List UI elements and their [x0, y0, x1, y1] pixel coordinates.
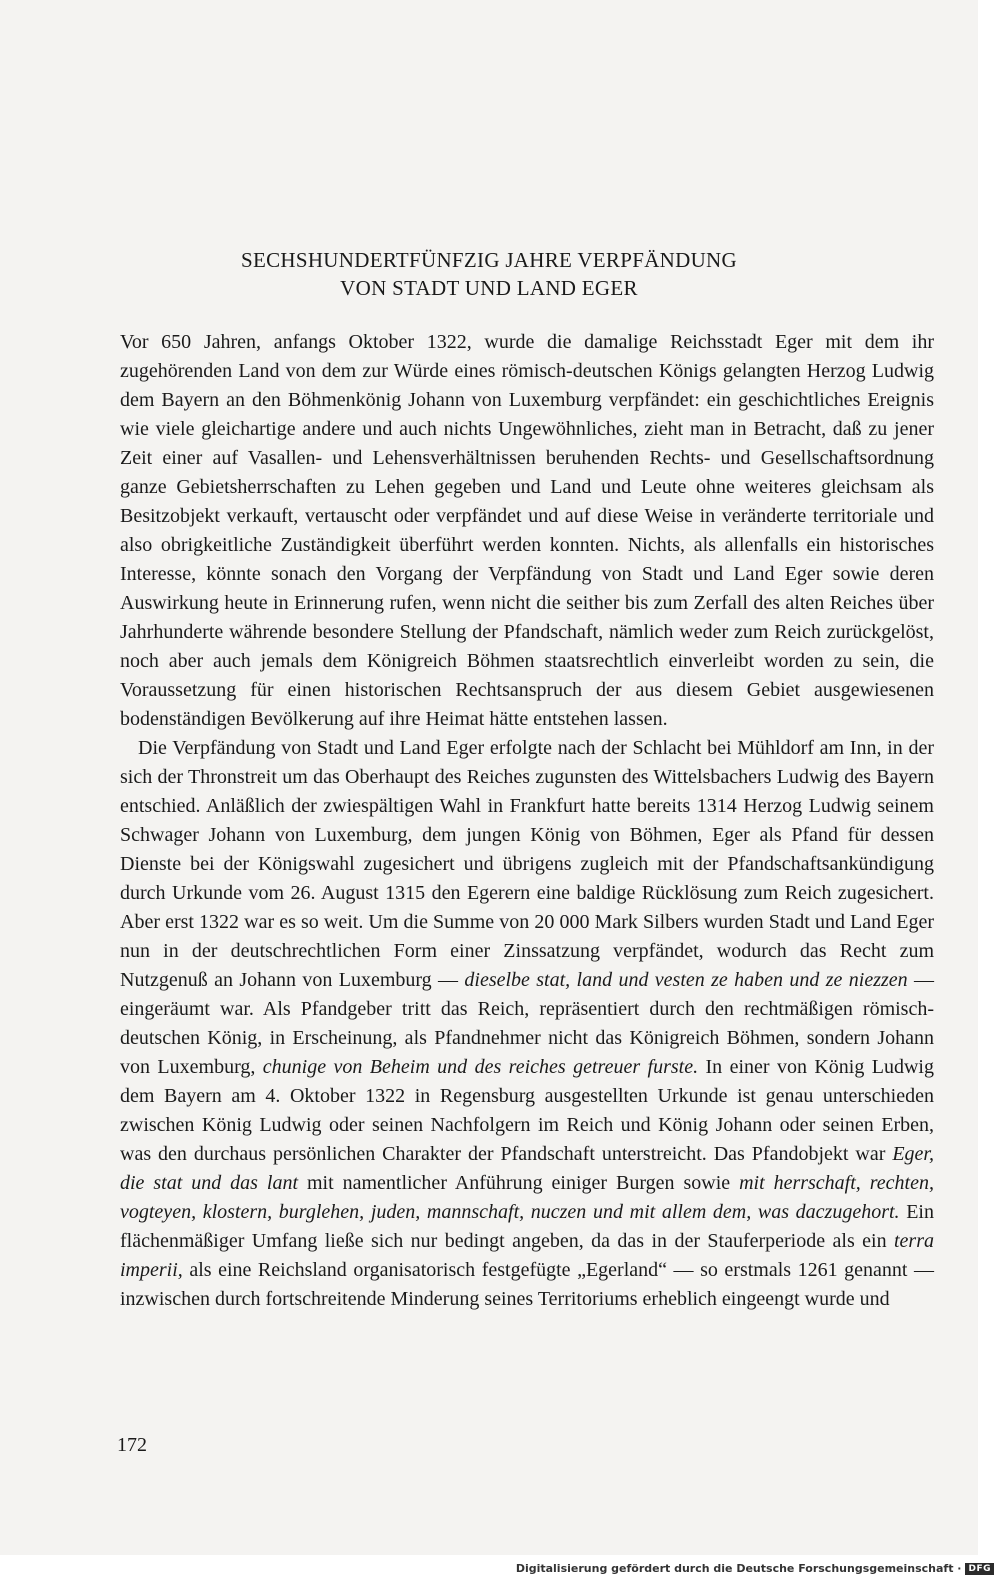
paragraph-2: [120, 734, 934, 1314]
paragraph-2-text-6: als eine Reichsland organisatorisch festgefügte „Egerland“ — so erstmals 1261 genannt — inzwischen durch fortschreitende Minderung seines Territoriums erheblich eingeengt wurde und: [120, 1259, 934, 1310]
paragraph-2-text-4: mit namentlicher Anführung einiger Burgen sowie: [298, 1172, 740, 1194]
paragraph-2-text-2: — eingeräumt war. Als Pfandgeber tritt das Reich, repräsentiert durch den rechtmäßigen römisch-deutschen König, in Erscheinung, als Pfandnehmer nicht das Königreich Böhmen, sondern Johann von Luxemburg,: [120, 969, 934, 1078]
quote-italic-3: Eger, die stat und das lant: [120, 1143, 934, 1194]
paragraph-2-text-1: Die Verpfändung von Stadt und Land Eger erfolgte nach der Schlacht bei Mühldorf am Inn, in der sich der Thronstreit um das Oberhaupt des Reiches zugunsten des Wittelsbachers Ludwig des Bayern entschied. Anläßlich der zwiespältigen Wahl in Frankfurt hatte bereits 1314 Herzog Ludwig seinem Schwager Johann von Luxemburg, dem jungen König von Böhmen, Eger als Pfand für dessen Dienste bei der Königswahl zugesichert und übrigens zugleich mit der Pfandschaftsankündigung durch Urkunde vom 26. August 1315 den Egerern eine baldige Rücklösung zum Reich zugesichert. Aber erst 1322 war es so weit. Um die Summe von 20 000 Mark Silbers wurden Stadt und Land Eger nun in der deutschrechtlichen Form einer Zinssatzung verpfändet, wodurch das Recht zum Nutzgenuß an Johann von Luxemburg —: [120, 737, 934, 991]
quote-italic-1: dieselbe stat, land und vesten ze haben und ze niezzen: [464, 969, 908, 991]
page-number: 172: [117, 1434, 147, 1456]
quote-italic-4: mit herrschaft, rechten, vogteyen, klostern, burglehen, juden, mannschaft, nuczen und mit allem dem, was daczugehort.: [120, 1172, 934, 1223]
digitization-footer: [516, 1562, 994, 1575]
title-line-1: SECHSHUNDERTFÜNFZIG JAHRE VERPFÄNDUNG: [240, 248, 737, 272]
title-line-2: VON STADT UND LAND EGER: [340, 276, 638, 300]
paragraph-1: Vor 650 Jahren, anfangs Oktober 1322, wurde die damalige Reichsstadt Eger mit dem ihr zugehörenden Land von dem zur Würde eines römisch-deutschen Königs gelangten Herzog Ludwig dem Bayern an den Böhmenkönig Johann von Luxemburg verpfändet: ein geschichtliches Ereignis wie viele gleichartige andere und auch nichts Ungewöhnliches, zieht man in Betracht, daß zu jener Zeit einer auf Vasallen- und Lehensverhältnissen beruhenden Rechts- und Gesellschaftsordnung ganze Gebietsherrschaften zu Lehen gegeben und Land und Leute ohne weiteres gleichsam als Besitzobjekt verkauft, vertauscht oder verpfändet und auf diese Weise in veränderte territoriale und also obrigkeitliche Zuständigkeit überführt werden konnten. Nichts, als allenfalls ein historisches Interesse, könnte sonach den Vorgang der Verpfändung von Stadt und Land Eger sowie deren Auswirkung heute in Erinnerung rufen, wenn nicht die seither bis zum Zerfall des alten Reiches über Jahrhunderte währende besondere Stellung der Pfandschaft, nämlich weder zum Reich zurückgelöst, noch aber auch jemals dem Königreich Böhmen staatsrechtlich einverleibt worden zu sein, die Voraussetzung für einen historischen Rechtsanspruch der aus diesem Gebiet ausgewiesenen bodenständigen Bevölkerung auf ihre Heimat hätte entstehen lassen.: [120, 331, 934, 730]
body-text: [120, 328, 934, 1314]
quote-italic-2: chunige von Beheim und des reiches getreuer furste.: [262, 1056, 699, 1078]
quote-italic-5: terra imperii,: [120, 1230, 934, 1281]
paragraph-2-text-5: Ein flächenmäßiger Umfang ließe sich nur bedingt angeben, da das in der Stauferperiode als ein: [120, 1201, 934, 1252]
paragraph-2-text-3: In einer von König Ludwig dem Bayern am 4. Oktober 1322 in Regensburg ausgestellten Urkunde ist genau unterschieden zwischen König Ludwig oder seinen Nachfolgern im Reich und König Johann oder seinen Erben, was den durchaus persönlichen Charakter der Pfandschaft unterstreicht. Das Pfandobjekt war: [120, 1056, 934, 1165]
page-title: [0, 246, 978, 302]
dfg-logo-icon: DFG: [965, 1563, 994, 1575]
footer-text: Digitalisierung gefördert durch die Deutsche Forschungsgemeinschaft ·: [515, 1562, 962, 1575]
